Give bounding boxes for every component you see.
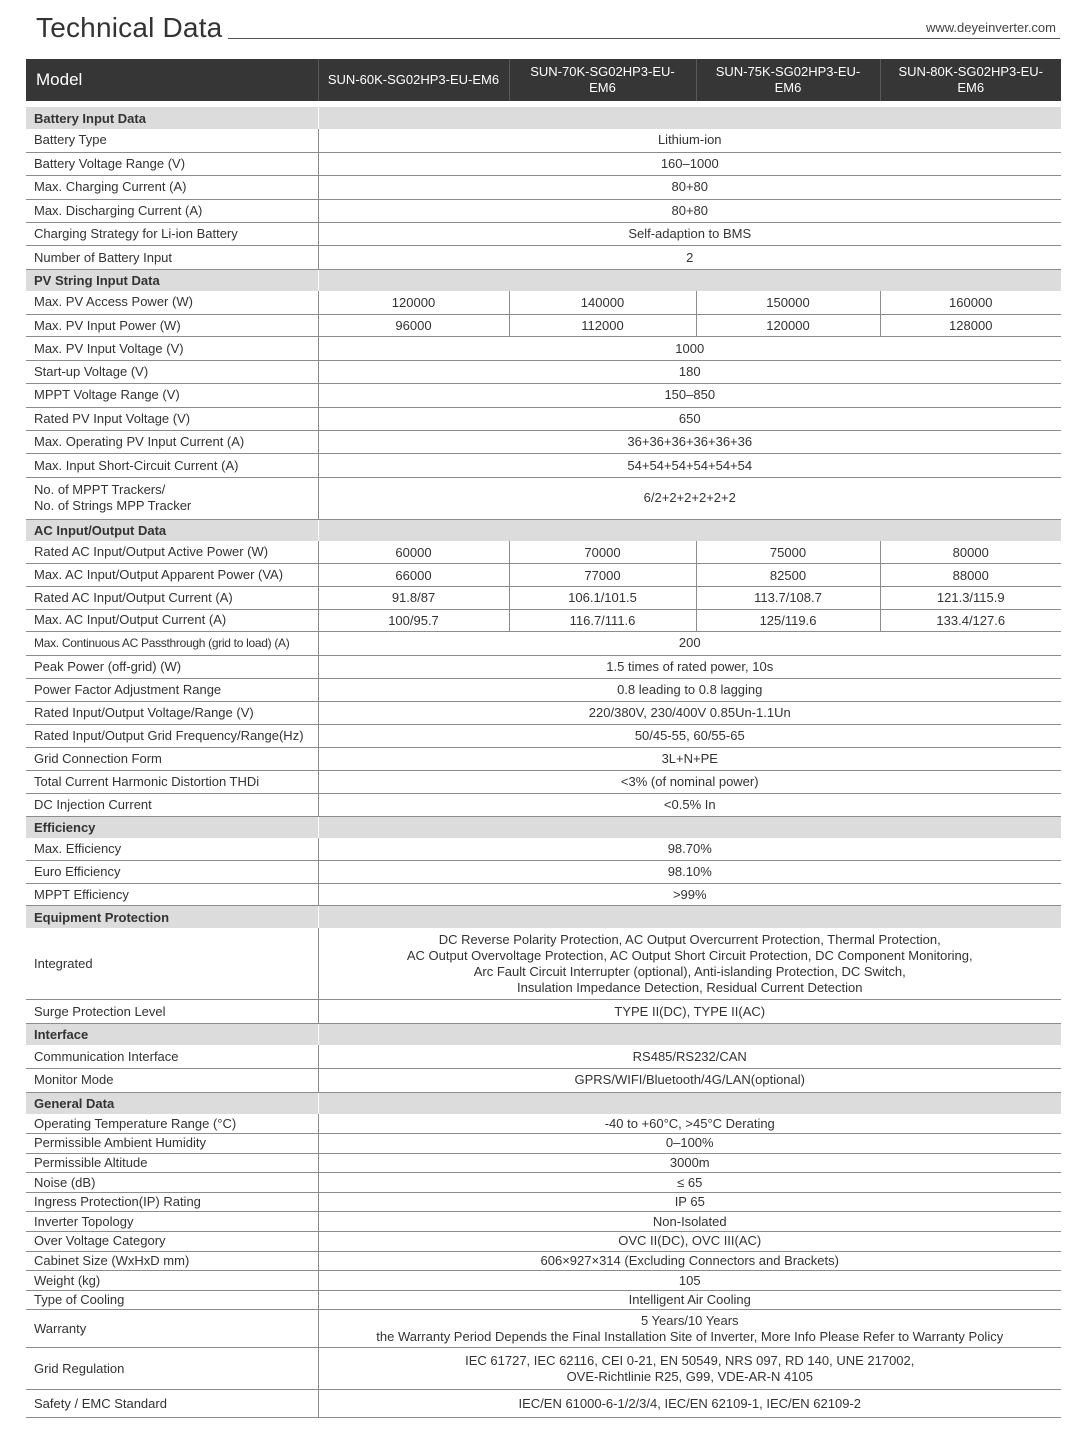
spec-value-model-2: 140000	[509, 291, 696, 314]
spec-label	[26, 1271, 318, 1291]
spec-label	[26, 928, 318, 1000]
spec-label-line: Rated Input/Output Voltage/Range (V)	[34, 704, 254, 720]
spec-label-line: Communication Interface	[34, 1048, 179, 1064]
spec-row	[26, 632, 1061, 655]
spec-row	[26, 431, 1061, 454]
spec-label-line: Rated PV Input Voltage (V)	[34, 410, 191, 426]
spec-label	[26, 655, 318, 678]
spec-value	[318, 477, 1061, 519]
spec-row	[26, 314, 1061, 337]
spec-value-line: 150–850	[664, 387, 716, 403]
spec-row	[26, 199, 1061, 222]
spec-value-model-1: 60000	[318, 541, 509, 564]
spec-value-line: 180	[678, 364, 701, 380]
spec-value-model-4: 121.3/115.9	[880, 586, 1061, 609]
spec-label-line: DC Injection Current	[34, 796, 152, 812]
spec-row	[26, 701, 1061, 724]
spec-label-line: Noise (dB)	[34, 1174, 96, 1190]
spec-value-model-1: 100/95.7	[318, 609, 509, 632]
spec-value	[318, 1045, 1061, 1068]
spec-value-model-4: 160000	[880, 291, 1061, 314]
spec-label	[26, 1212, 318, 1232]
spec-value-line: 220/380V, 230/400V 0.85Un-1.1Un	[588, 704, 791, 720]
section-title: AC Input/Output Data	[26, 519, 318, 541]
spec-value-model-3: 150000	[696, 291, 880, 314]
spec-value-line: 3L+N+PE	[661, 750, 718, 766]
spec-label-line: MPPT Efficiency	[34, 886, 129, 902]
spec-label	[26, 176, 318, 199]
spec-label-line: Inverter Topology	[34, 1213, 134, 1229]
spec-row	[26, 770, 1061, 793]
section-fill	[318, 107, 1061, 129]
spec-value-line: 80+80	[671, 179, 708, 195]
section-fill	[318, 519, 1061, 541]
spec-value	[318, 431, 1061, 454]
section-title: Battery Input Data	[26, 107, 318, 129]
spec-value-line: 98.10%	[667, 863, 712, 879]
section-header	[26, 269, 1061, 291]
spec-row	[26, 1212, 1061, 1232]
spec-row	[26, 838, 1061, 861]
spec-label-line: Total Current Harmonic Distortion THDi	[34, 773, 260, 789]
spec-value-line: RS485/RS232/CAN	[632, 1048, 747, 1064]
spec-value-line: 650	[678, 410, 701, 426]
spec-value-line: 200	[678, 635, 701, 651]
spec-label	[26, 1290, 318, 1310]
spec-value-line: GPRS/WIFI/Bluetooth/4G/LAN(optional)	[574, 1072, 805, 1088]
spec-value-model-2: 106.1/101.5	[509, 586, 696, 609]
spec-row	[26, 1290, 1061, 1310]
spec-label-line: Max. Discharging Current (A)	[34, 202, 203, 218]
spec-value-model-3: 113.7/108.7	[696, 586, 880, 609]
model-label: Model	[26, 59, 318, 101]
spec-value	[318, 246, 1061, 269]
spec-label	[26, 1251, 318, 1271]
spec-value	[318, 861, 1061, 884]
spec-row	[26, 360, 1061, 383]
spec-label	[26, 1134, 318, 1154]
spec-row	[26, 384, 1061, 407]
section-title: PV String Input Data	[26, 269, 318, 291]
spec-row	[26, 407, 1061, 430]
spec-row	[26, 1390, 1061, 1418]
spec-label	[26, 747, 318, 770]
spec-label-line: Euro Efficiency	[34, 863, 121, 879]
technical-data-table	[26, 59, 1061, 1418]
spec-value-line: IEC/EN 61000-6-1/2/3/4, IEC/EN 62109-1, IEC/EN 62109-2	[518, 1395, 862, 1411]
spec-value-model-3: 75000	[696, 541, 880, 564]
spec-value-model-4: 128000	[880, 314, 1061, 337]
model-name-3: SUN-75K-SG02HP3-EU-EM6	[696, 59, 880, 101]
spec-value	[318, 1173, 1061, 1193]
spec-label	[26, 541, 318, 564]
spec-label	[26, 223, 318, 246]
spec-value	[318, 199, 1061, 222]
spec-row	[26, 246, 1061, 269]
spec-label-line: Max. PV Input Voltage (V)	[34, 340, 184, 356]
page-header	[36, 12, 1060, 48]
spec-value-model-1: 120000	[318, 291, 509, 314]
section-fill	[318, 906, 1061, 928]
spec-row	[26, 928, 1061, 1000]
spec-label	[26, 1000, 318, 1023]
spec-label-line: Ingress Protection(IP) Rating	[34, 1194, 201, 1210]
spec-label-line: Start-up Voltage (V)	[34, 364, 149, 380]
spec-row	[26, 1251, 1061, 1271]
spec-value	[318, 129, 1061, 152]
spec-value-line: IEC 61727, IEC 62116, CEI 0-21, EN 50549, NRS 097, RD 140, UNE 217002,	[465, 1352, 915, 1368]
spec-value	[318, 928, 1061, 1000]
spec-label	[26, 199, 318, 222]
spec-label	[26, 1173, 318, 1193]
spec-value	[318, 1134, 1061, 1154]
spec-row	[26, 291, 1061, 314]
spec-value	[318, 1348, 1061, 1390]
spec-row	[26, 678, 1061, 701]
spec-row	[26, 1310, 1061, 1348]
spec-label	[26, 632, 318, 655]
spec-value	[318, 337, 1061, 360]
spec-row	[26, 129, 1061, 152]
spec-row	[26, 883, 1061, 906]
spec-value-line: <3% (of nominal power)	[620, 773, 759, 789]
spec-label-line: Monitor Mode	[34, 1072, 114, 1088]
spec-label	[26, 407, 318, 430]
spec-label	[26, 454, 318, 477]
spec-value	[318, 632, 1061, 655]
spec-value	[318, 384, 1061, 407]
spec-value	[318, 1212, 1061, 1232]
spec-label-line: Battery Voltage Range (V)	[34, 156, 186, 172]
spec-label	[26, 1153, 318, 1173]
spec-label	[26, 152, 318, 175]
spec-label	[26, 477, 318, 519]
section-title: Efficiency	[26, 816, 318, 838]
spec-value	[318, 770, 1061, 793]
spec-value-line: 606×927×314 (Excluding Connectors and Brackets)	[540, 1252, 839, 1268]
header-divider	[228, 38, 1060, 39]
spec-label-line: Charging Strategy for Li-ion Battery	[34, 226, 238, 242]
spec-label	[26, 793, 318, 816]
spec-label-line: Number of Battery Input	[34, 249, 173, 265]
spec-value-line: 3000m	[669, 1154, 710, 1170]
spec-row	[26, 655, 1061, 678]
spec-value-line: 6/2+2+2+2+2+2	[643, 490, 736, 506]
spec-label-line: Max. AC Input/Output Apparent Power (VA)	[34, 567, 284, 583]
spec-value-model-3: 120000	[696, 314, 880, 337]
spec-value-line: 5 Years/10 Years	[640, 1312, 739, 1328]
spec-value-line: 2	[686, 249, 694, 265]
section-title: General Data	[26, 1092, 318, 1114]
spec-row	[26, 1153, 1061, 1173]
spec-row	[26, 1045, 1061, 1068]
spec-label-line: No. of MPPT Trackers/	[34, 482, 166, 498]
spec-value	[318, 1153, 1061, 1173]
spec-label-line: Max. PV Input Power (W)	[34, 317, 181, 333]
spec-value-model-4: 133.4/127.6	[880, 609, 1061, 632]
spec-label-line: Permissible Altitude	[34, 1154, 148, 1170]
spec-label	[26, 724, 318, 747]
spec-label-line: Cabinet Size (WxHxD mm)	[34, 1252, 190, 1268]
spec-value-line: 80+80	[671, 202, 708, 218]
section-header	[26, 519, 1061, 541]
spec-value	[318, 223, 1061, 246]
spec-value-model-2: 70000	[509, 541, 696, 564]
spec-label-line: Max. Continuous AC Passthrough (grid to load) (A)	[34, 636, 290, 651]
section-fill	[318, 816, 1061, 838]
spec-value	[318, 1192, 1061, 1212]
spec-label	[26, 360, 318, 383]
spec-value-line: <0.5% In	[663, 796, 716, 812]
spec-value-model-1: 91.8/87	[318, 586, 509, 609]
spec-row	[26, 541, 1061, 564]
spec-value-line: IP 65	[674, 1194, 705, 1210]
spec-value-line: TYPE II(DC), TYPE II(AC)	[614, 1003, 766, 1019]
spec-value-model-4: 88000	[880, 564, 1061, 587]
spec-value-line: Self-adaption to BMS	[628, 226, 752, 242]
section-header	[26, 816, 1061, 838]
spec-label	[26, 1069, 318, 1092]
spec-row	[26, 1134, 1061, 1154]
spec-value	[318, 678, 1061, 701]
spec-label	[26, 291, 318, 314]
spec-value-line: Lithium-ion	[657, 132, 722, 148]
section-fill	[318, 269, 1061, 291]
spec-label-line: Safety / EMC Standard	[34, 1395, 167, 1411]
spec-value-model-2: 112000	[509, 314, 696, 337]
spec-value-line: 1.5 times of rated power, 10s	[606, 658, 774, 674]
spec-label	[26, 1348, 318, 1390]
spec-row	[26, 1271, 1061, 1291]
spec-label	[26, 129, 318, 152]
spec-row	[26, 1232, 1061, 1252]
spec-label-line: Rated AC Input/Output Current (A)	[34, 589, 233, 605]
model-name-1: SUN-60K-SG02HP3-EU-EM6	[318, 59, 509, 101]
spec-row	[26, 223, 1061, 246]
spec-label	[26, 701, 318, 724]
spec-value-model-1: 66000	[318, 564, 509, 587]
spec-label-line: Max. Input Short-Circuit Current (A)	[34, 457, 239, 473]
spec-value-line: 50/45-55, 60/55-65	[634, 727, 745, 743]
spec-value-line: 36+36+36+36+36+36	[627, 434, 753, 450]
spec-label	[26, 1310, 318, 1348]
spec-value	[318, 454, 1061, 477]
spec-value-model-3: 125/119.6	[696, 609, 880, 632]
spec-label	[26, 564, 318, 587]
spec-row	[26, 861, 1061, 884]
spec-label-line: Rated Input/Output Grid Frequency/Range(Hz)	[34, 727, 304, 743]
spec-label	[26, 1192, 318, 1212]
spec-label-line: Power Factor Adjustment Range	[34, 681, 222, 697]
spec-label-line: Integrated	[34, 955, 93, 971]
spec-value	[318, 1271, 1061, 1291]
spec-label	[26, 678, 318, 701]
spec-label-line: Max. Efficiency	[34, 841, 122, 857]
spec-label-line: Warranty	[34, 1320, 87, 1336]
spec-row	[26, 586, 1061, 609]
spec-label-line: Rated AC Input/Output Active Power (W)	[34, 544, 269, 560]
spec-row	[26, 1348, 1061, 1390]
spec-row	[26, 793, 1061, 816]
model-name-4: SUN-80K-SG02HP3-EU-EM6	[880, 59, 1061, 101]
spec-value	[318, 360, 1061, 383]
spec-value	[318, 1232, 1061, 1252]
spec-label-line: Operating Temperature Range (°C)	[34, 1115, 237, 1131]
spec-label	[26, 770, 318, 793]
spec-label-line: Peak Power (off-grid) (W)	[34, 658, 182, 674]
spec-label	[26, 337, 318, 360]
spec-value	[318, 1114, 1061, 1134]
page-title: Technical Data	[36, 12, 223, 43]
spec-value-line: >99%	[672, 886, 707, 902]
spec-value-line: 98.70%	[667, 841, 712, 857]
spec-row	[26, 724, 1061, 747]
spec-label	[26, 838, 318, 861]
spec-row	[26, 1114, 1061, 1134]
spec-value-model-4: 80000	[880, 541, 1061, 564]
spec-row	[26, 1000, 1061, 1023]
spec-label	[26, 1114, 318, 1134]
section-header	[26, 107, 1061, 129]
spec-label-line: Grid Connection Form	[34, 750, 162, 766]
spec-value-line: Insulation Impedance Detection, Residual Current Detection	[517, 979, 863, 995]
spec-label	[26, 586, 318, 609]
spec-value	[318, 838, 1061, 861]
spec-row	[26, 1069, 1061, 1092]
spec-label-line: Surge Protection Level	[34, 1003, 166, 1019]
model-header-row	[26, 59, 1061, 101]
spec-value	[318, 1310, 1061, 1348]
spec-row	[26, 747, 1061, 770]
spec-value-line: OVE-Richtlinie R25, G99, VDE-AR-N 4105	[566, 1368, 813, 1384]
spec-row	[26, 454, 1061, 477]
spec-label-line: Max. Charging Current (A)	[34, 179, 187, 195]
section-title: Equipment Protection	[26, 906, 318, 928]
spec-label	[26, 1390, 318, 1418]
spec-value	[318, 701, 1061, 724]
spec-value-model-3: 82500	[696, 564, 880, 587]
website-url[interactable]: www.deyeinverter.com	[920, 20, 1056, 35]
spec-value-model-2: 77000	[509, 564, 696, 587]
spec-label-line: Battery Type	[34, 132, 107, 148]
spec-value	[318, 747, 1061, 770]
spec-label	[26, 1045, 318, 1068]
section-header	[26, 906, 1061, 928]
spec-value-line: AC Output Overvoltage Protection, AC Output Short Circuit Protection, DC Component Monitoring,	[406, 947, 973, 963]
spec-value-line: 0.8 leading to 0.8 lagging	[617, 681, 763, 697]
spec-value-line: 1000	[675, 340, 705, 356]
spec-label	[26, 1232, 318, 1252]
spec-value-line: ≤ 65	[677, 1174, 703, 1190]
spec-label	[26, 609, 318, 632]
spec-row	[26, 477, 1061, 519]
spec-label-line: Max. Operating PV Input Current (A)	[34, 434, 245, 450]
spec-row	[26, 609, 1061, 632]
spec-label-line: Permissible Ambient Humidity	[34, 1135, 206, 1151]
spec-row	[26, 1192, 1061, 1212]
spec-value-line: 54+54+54+54+54+54	[627, 457, 753, 473]
section-fill	[318, 1092, 1061, 1114]
spec-value-line: DC Reverse Polarity Protection, AC Output Overcurrent Protection, Thermal Protection,	[438, 931, 941, 947]
spec-row	[26, 1173, 1061, 1193]
spec-label	[26, 246, 318, 269]
spec-row	[26, 176, 1061, 199]
spec-row	[26, 337, 1061, 360]
spec-value	[318, 793, 1061, 816]
spec-label	[26, 861, 318, 884]
spec-value-line: 105	[678, 1272, 701, 1288]
spec-value-line: Arc Fault Circuit Interrupter (optional), Anti-islanding Protection, DC Switch,	[473, 963, 906, 979]
spec-value-line: Intelligent Air Cooling	[628, 1292, 751, 1308]
spec-value-line: -40 to +60°C, >45°C Derating	[604, 1115, 775, 1131]
spec-value	[318, 1000, 1061, 1023]
spec-label	[26, 384, 318, 407]
spec-value-line: 0–100%	[665, 1135, 714, 1151]
section-fill	[318, 1023, 1061, 1045]
spec-value	[318, 1251, 1061, 1271]
spec-label-line: Over Voltage Category	[34, 1233, 166, 1249]
spec-label-line: Type of Cooling	[34, 1292, 125, 1308]
spec-value-line: OVC II(DC), OVC III(AC)	[618, 1233, 762, 1249]
spec-value-model-2: 116.7/111.6	[509, 609, 696, 632]
section-title: Interface	[26, 1023, 318, 1045]
spec-label-line: No. of Strings MPP Tracker	[34, 498, 192, 514]
spec-value	[318, 152, 1061, 175]
spec-value-line: Non-Isolated	[652, 1213, 727, 1229]
section-header	[26, 1023, 1061, 1045]
spec-value	[318, 883, 1061, 906]
spec-value-model-1: 96000	[318, 314, 509, 337]
spec-label-line: Weight (kg)	[34, 1272, 101, 1288]
spec-value	[318, 655, 1061, 678]
model-name-2: SUN-70K-SG02HP3-EU-EM6	[509, 59, 696, 101]
spec-value	[318, 1290, 1061, 1310]
spec-value	[318, 724, 1061, 747]
spec-label	[26, 431, 318, 454]
spec-row	[26, 152, 1061, 175]
spec-label	[26, 314, 318, 337]
spec-label-line: MPPT Voltage Range (V)	[34, 387, 180, 403]
spec-value	[318, 176, 1061, 199]
section-header	[26, 1092, 1061, 1114]
spec-value	[318, 1069, 1061, 1092]
spec-label-line: Grid Regulation	[34, 1360, 125, 1376]
spec-label-line: Max. PV Access Power (W)	[34, 294, 193, 310]
spec-value	[318, 1390, 1061, 1418]
spec-label	[26, 883, 318, 906]
spec-label-line: Max. AC Input/Output Current (A)	[34, 612, 227, 628]
spec-value-line: 160–1000	[660, 156, 719, 172]
spec-row	[26, 564, 1061, 587]
spec-value	[318, 407, 1061, 430]
spec-value-line: the Warranty Period Depends the Final Installation Site of Inverter, More Info Please Refer to Warranty Policy	[376, 1328, 1004, 1344]
